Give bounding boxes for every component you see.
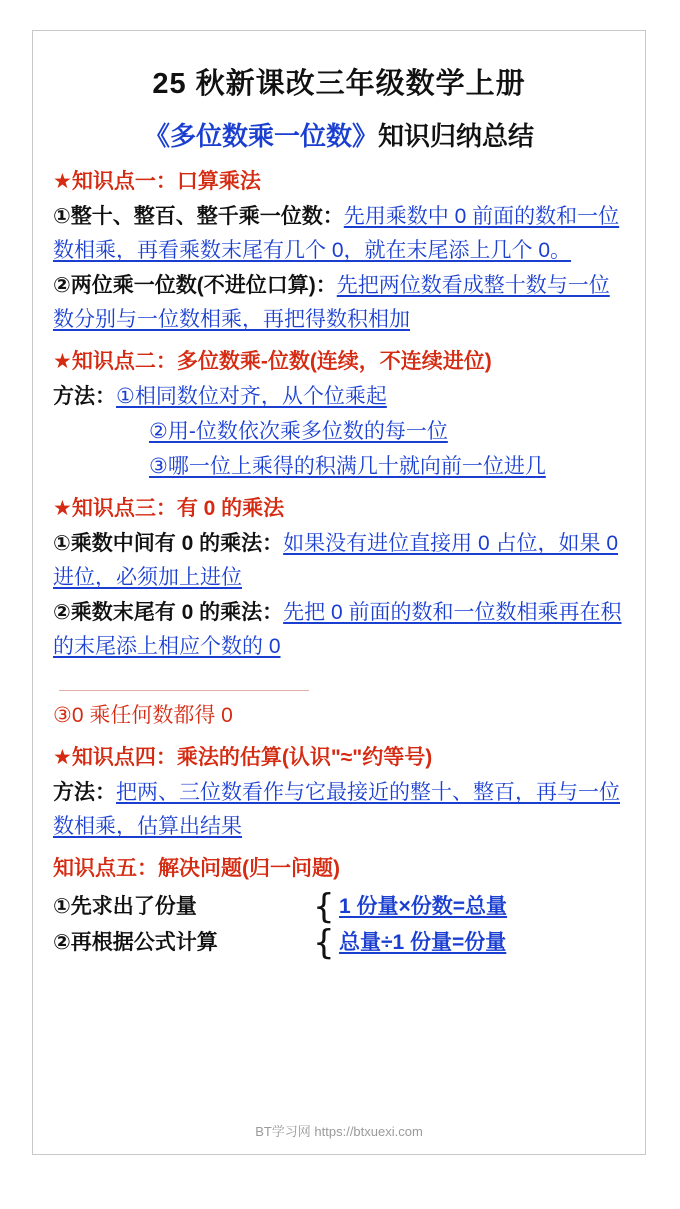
kp5-row-1 — [53, 887, 625, 928]
kp1-item-2-label: ②两位乘一位数(不进位口算)： — [53, 274, 337, 298]
subtitle-topic: 《多位数乘一位数》 — [143, 121, 378, 151]
brace-icon-2: { — [313, 923, 335, 964]
kp1-item-1-text: 先用乘数中 0 前面的数和一位数相乘，再看乘数末尾有几个 0，就在末尾添上几个 0。 — [53, 205, 620, 263]
kp3-item-1-text: 如果没有进位直接用 0 占位，如果 0 进位，必须加上进位 — [53, 532, 619, 590]
kp5-formula-group — [53, 887, 625, 964]
kp3-item-1 — [53, 527, 625, 595]
kp5-row-2-right: 总量÷1 份量=份量 — [339, 931, 507, 955]
page-subtitle — [53, 116, 625, 153]
section-divider — [59, 690, 309, 691]
kp1-item-2-text: 先把两位数看成整十数与一位数分别与一位数相乘，再把得数积相加 — [53, 274, 610, 332]
footer-watermark: BT学习网 https://btxuexi.com — [255, 1124, 423, 1139]
kp3-item-3-text: ③0 乘任何数都得 0 — [53, 704, 233, 728]
kp4-method — [53, 776, 625, 844]
kp5-row-1-right: 1 份量×份数=总量 — [339, 895, 508, 919]
page-title: 25 秋新课改三年级数学上册 — [152, 68, 526, 100]
kp4-method-label: 方法： — [53, 781, 116, 805]
knowledge-point-1-heading: ★知识点一：口算乘法 — [53, 170, 261, 193]
page-content — [33, 31, 645, 964]
kp5-row-2 — [53, 923, 625, 964]
document-body — [53, 165, 625, 964]
kp2-method-item-2: ②用-位数依次乘多位数的每一位 — [149, 420, 448, 444]
knowledge-point-4-heading: ★知识点四：乘法的估算(认识"≈"约等号) — [53, 746, 433, 770]
kp2-method-row-1 — [53, 380, 625, 414]
kp3-item-2-label: ②乘数末尾有 0 的乘法： — [53, 601, 284, 625]
kp1-item-2 — [53, 269, 625, 337]
knowledge-point-5-heading: 知识点五：解决问题(归一问题) — [53, 857, 340, 881]
knowledge-point-3-heading: ★知识点三：有 0 的乘法 — [53, 497, 285, 521]
kp3-item-2-text: 先把 0 前面的数和一位数相乘再在积的末尾添上相应个数的 0 — [53, 601, 622, 659]
subtitle-rest: 知识归纳总结 — [378, 121, 535, 151]
kp1-item-1 — [53, 200, 625, 268]
worksheet-page — [32, 30, 646, 1155]
kp4-method-text: 把两、三位数看作与它最接近的整十、整百，再与一位数相乘，估算出结果 — [53, 781, 620, 839]
kp1-item-1-label: ①整十、整百、整千乘一位数： — [53, 205, 344, 229]
kp2-method-item-3: ③哪一位上乘得的积满几十就向前一位进几 — [149, 455, 546, 479]
kp3-item-1-label: ①乘数中间有 0 的乘法： — [53, 532, 284, 556]
kp5-row-1-left: ①先求出了份量 — [53, 895, 197, 919]
kp5-row-2-left: ②再根据公式计算 — [53, 931, 218, 955]
kp2-method-row-3 — [53, 450, 625, 484]
kp2-method-row-2 — [53, 415, 625, 449]
kp3-item-3 — [53, 699, 625, 733]
brace-icon: { — [313, 887, 335, 928]
kp2-method-label: 方法： — [53, 385, 116, 409]
kp2-method-item-1: ①相同数位对齐，从个位乘起 — [116, 385, 387, 409]
kp3-item-2 — [53, 596, 625, 664]
knowledge-point-2-heading: ★知识点二：多位数乘-位数(连续，不连续进位) — [53, 350, 492, 374]
